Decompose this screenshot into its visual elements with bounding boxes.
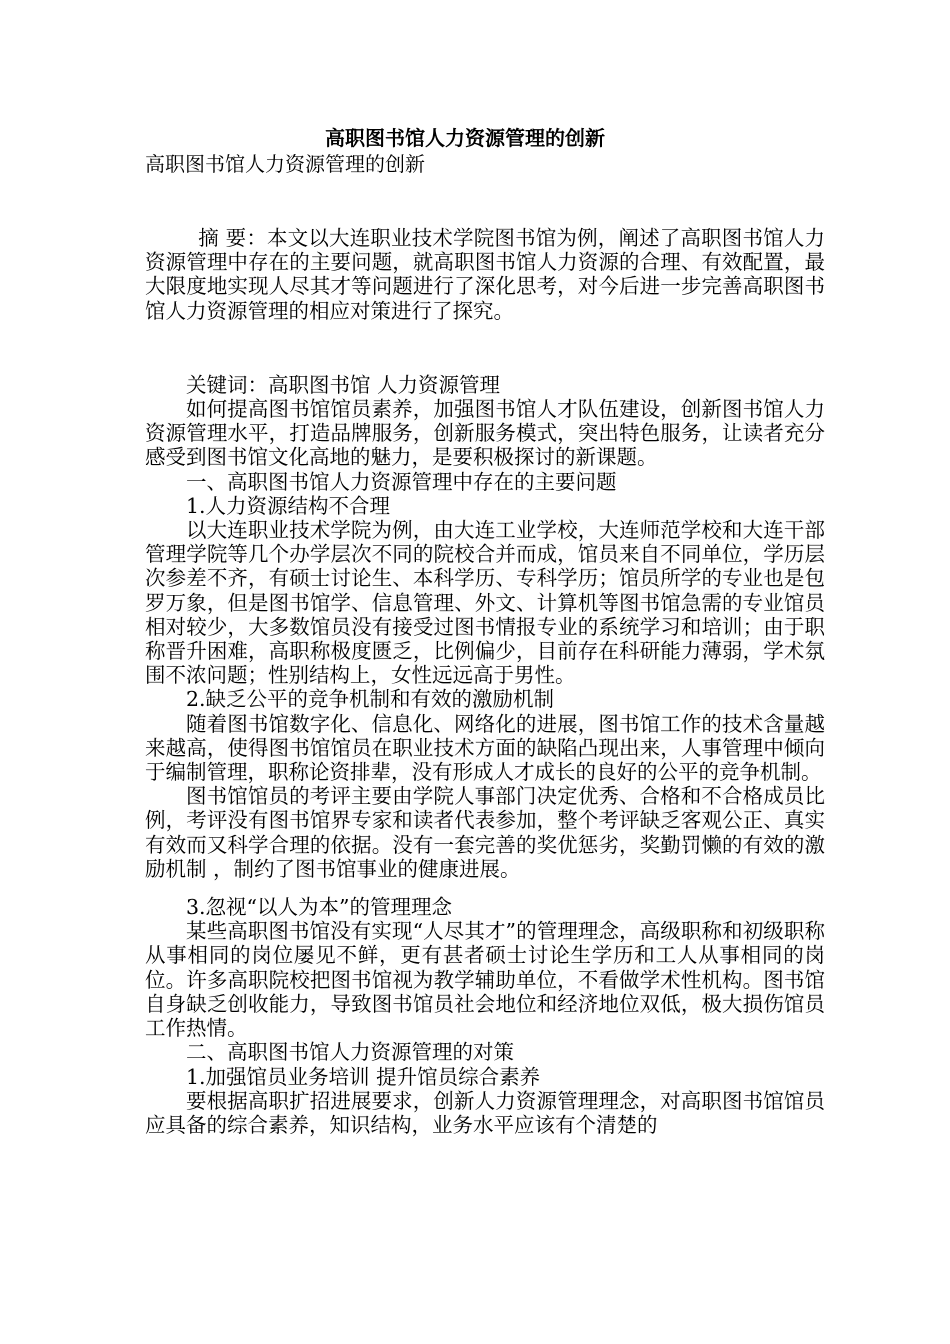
subsection-heading-1-2: 2.缺乏公平的竞争机制和有效的激励机制 (186, 687, 555, 712)
subsection-heading-1-3: 3.忽视“以人为本”的管理理念 (186, 895, 453, 920)
keywords-line: 关键词：高职图书馆 人力资源管理 (186, 372, 501, 397)
document-subtitle: 高职图书馆人力资源管理的创新 (145, 152, 425, 176)
body-paragraph: 图书馆馆员的考评主要由学院人事部门决定优秀、合格和不合格成员比例，考评没有图书馆界专家和读者代表参加，整个考评缺乏客观公正、真实有效而又科学合理的依据。没有一套完善的奖优惩劣，奖勤罚懒的有效的激励机制 ，制约了图书馆事业的健康进展。 (145, 784, 825, 881)
section-heading-1: 一、高职图书馆人力资源管理中存在的主要问题 (186, 469, 617, 494)
section-heading-2: 二、高职图书馆人力资源管理的对策 (186, 1040, 514, 1065)
body-paragraph: 以大连职业技术学院为例，由大连工业学校，大连师范学校和大连干部管理学院等几个办学层次不同的院校合并而成，馆员来自不同单位，学历层次参差不齐，有硕士讨论生、本科学历、专科学历；馆员所学的专业也是包罗万象，但是图书馆学、信息管理、外文、计算机等图书馆急需的专业馆员相对较少，大多数馆员没有接受过图书情报专业的系统学习和培训；由于职称晋升困难，高职称极度匮乏，比例偏少，目前存在科研能力薄弱，学术氛围不浓问题；性别结构上，女性远远高于男性。 (145, 518, 825, 688)
abstract-paragraph: 摘 要：本文以大连职业技术学院图书馆为例，阐述了高职图书馆人力资源管理中存在的主要问题，就高职图书馆人力资源的合理、有效配置，最大限度地实现人尽其才等问题进行了深化思考，对今后进一步完善高职图书馆人力资源管理的相应对策进行了探究。 (145, 226, 825, 323)
document-page (145, 126, 825, 1137)
intro-paragraph: 如何提高图书馆馆员素养，加强图书馆人才队伍建设，创新图书馆人力资源管理水平，打造品牌服务，创新服务模式，突出特色服务，让读者充分感受到图书馆文化高地的魅力，是要积极探讨的新课题。 (145, 397, 825, 470)
body-paragraph: 某些高职图书馆没有实现“人尽其才”的管理理念，高级职称和初级职称从事相同的岗位屡见不鲜，更有甚者硕士讨论生学历和工人从事相同的岗位。许多高职院校把图书馆视为教学辅助单位，不看做学术性机构。图书馆自身缺乏创收能力，导致图书馆员社会地位和经济地位双低，极大损伤馆员工作热情。 (145, 919, 825, 1041)
body-paragraph: 要根据高职扩招进展要求，创新人力资源管理理念，对高职图书馆馆员应具备的综合素养，知识结构，业务水平应该有个清楚的 (145, 1088, 825, 1137)
subsection-heading-2-1: 1.加强馆员业务培训 提升馆员综合素养 (186, 1064, 541, 1089)
body-paragraph: 随着图书馆数字化、信息化、网络化的进展，图书馆工作的技术含量越来越高，使得图书馆馆员在职业技术方面的缺陷凸现出来，人事管理中倾向于编制管理，职称论资排辈，没有形成人才成长的良好的公平的竞争机制。 (145, 711, 825, 785)
document-title: 高职图书馆人力资源管理的创新 (325, 126, 605, 150)
subsection-heading-1-1: 1.人力资源结构不合理 (186, 493, 391, 518)
